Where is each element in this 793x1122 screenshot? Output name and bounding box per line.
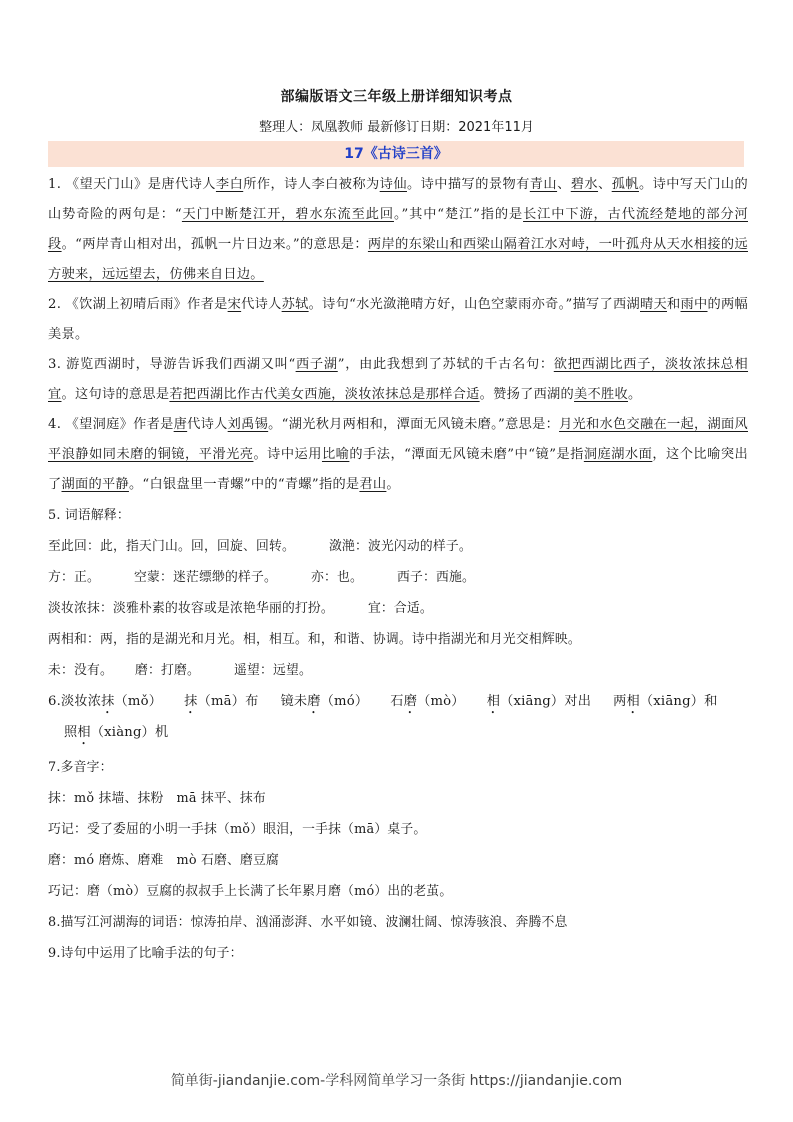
text: 亦：也。: [310, 570, 363, 585]
text: 未：没有。: [48, 663, 113, 678]
text: 6.淡妆浓: [48, 694, 102, 709]
answer: 比喻: [321, 447, 350, 462]
polyphone-line-2: 巧记：受了委屈的小明一手抹（mǒ）眼泪，一手抹（mā）桌子。: [48, 822, 427, 837]
answer: 碧水: [570, 177, 599, 192]
paragraph-3: [48, 350, 748, 410]
marked-char: 相: [626, 694, 640, 709]
metaphor-question: 9.诗句中运用了比喻手法的句子：: [48, 946, 243, 961]
text: （mò）: [417, 694, 465, 709]
text: 遥望：远望。: [233, 663, 312, 678]
answer: 天门中断楚江开，碧水东流至此回: [181, 207, 394, 222]
text: 。诗句“水光潋滟晴方好，山色空蒙雨亦奇。”描写了西湖: [308, 297, 641, 312]
vocab-line-4: 两相和：两，指的是湖光和月光。相，相互。和，和谐、协调。诗中指湖光和月光交相辉映。: [48, 632, 581, 647]
answer: 美不胜收: [574, 387, 628, 402]
paragraph-4: [48, 410, 748, 500]
vocab-line-2: [48, 562, 748, 593]
text: 。“湖光秋月两相和，潭面无风镜未磨。”意思是：: [268, 417, 560, 432]
text: 。赞扬了西湖的: [479, 387, 575, 402]
answer: 雨中: [680, 297, 708, 312]
text: 空蒙：迷茫缥缈的样子。: [134, 570, 277, 585]
section-banner: 17《古诗三首》: [48, 141, 744, 167]
text: 。这句诗的意思是: [61, 387, 170, 402]
marked-char: 相: [486, 694, 501, 709]
text: 代诗人: [241, 297, 282, 312]
vocabulary-rivers: 8.描写江河湖海的词语：惊涛拍岸、汹涌澎湃、水平如镜、波澜壮阔、惊涛骇浪、奔腾不息: [48, 915, 568, 930]
text: （mā）布: [197, 694, 259, 709]
text: 西子：西施。: [396, 570, 475, 585]
text: （xiàng）机: [90, 725, 169, 740]
marked-char: 抹: [184, 694, 198, 709]
text: 2. 《饮湖上初晴后雨》作者是: [48, 297, 228, 312]
marked-char: 磨: [307, 694, 321, 709]
text: ”，由此我想到了苏轼的千古名句：: [337, 357, 554, 372]
text: 。: [628, 387, 642, 402]
vocab-heading: 5. 词语解释：: [48, 508, 130, 523]
text: （mó）: [320, 694, 369, 709]
marked-char: 磨: [403, 694, 418, 709]
text: 代诗人: [187, 417, 228, 432]
document-subtitle: 整理人：凤凰教师 最新修订日期：2021年11月: [259, 120, 534, 135]
text: 3. 游览西湖时，导游告诉我们西湖又叫“: [48, 357, 296, 372]
text: 。诗中描写的景物有: [406, 177, 530, 192]
marked-char: 抹: [101, 694, 115, 709]
text: 1. 《望天门山》是唐代诗人: [48, 177, 216, 192]
answer: 君山: [359, 477, 387, 492]
answer: 两岸的东梁山和西梁山隔着江水对峙，一叶孤舟从天水相接的远方驶来，远远望去，仿佛来自日边。: [48, 237, 748, 282]
answer: 孤帆: [611, 177, 639, 192]
vocab-line-5: [48, 655, 748, 686]
pronunciation-line-2: [48, 717, 748, 748]
text: 。“白银盘里一青螺”中的“青螺”指的是: [128, 477, 360, 492]
text: 。诗中运用: [253, 447, 322, 462]
text: 、: [557, 177, 571, 192]
paragraph-1: [48, 170, 748, 290]
text: 和: [667, 297, 681, 312]
vocab-line-3: [48, 593, 748, 624]
answer: 李白: [215, 177, 244, 192]
document-title: 部编版语文三年级上册详细知识考点: [280, 89, 513, 105]
text: 4. 《望洞庭》作者是: [48, 417, 174, 432]
vocab-line-1: [48, 531, 748, 562]
text: （xiāng）和: [639, 694, 718, 709]
marked-char: 相: [77, 725, 91, 740]
text: （mǒ）: [114, 694, 163, 709]
text: 至此回：此，指天门山。回，回旋、回转。: [48, 539, 295, 554]
text: 。: [386, 477, 400, 492]
answer: 唐: [173, 417, 188, 432]
answer: 诗仙: [379, 177, 407, 192]
text: ，这个比喻突出了: [48, 447, 749, 492]
answer: 西子湖: [295, 357, 338, 372]
text: 方：正。: [48, 570, 100, 585]
text: 、: [598, 177, 612, 192]
text: 的两幅美景。: [48, 297, 748, 342]
text: （xiāng）对出: [500, 694, 592, 709]
text: 潋滟：波光闪动的样子。: [328, 539, 472, 554]
answer: 欲把西湖比西子，淡妆浓抹总相宜: [48, 357, 749, 402]
answer: 宋: [227, 297, 242, 312]
text: 石: [390, 694, 404, 709]
answer: 刘禹锡: [227, 417, 269, 432]
text: 的手法，“潭面无风镜未磨”中“镜”是指: [349, 447, 584, 462]
text: 照: [64, 725, 78, 740]
text: 所作，诗人李白被称为: [243, 177, 380, 192]
answer: 晴天: [640, 297, 668, 312]
answer: 月光和水色交融在一起，湖面风平浪静如同未磨的铜镜，平滑光亮: [48, 417, 748, 462]
answer: 洞庭湖水面: [583, 447, 653, 462]
text: 。“两岸青山相对出，孤帆一片日边来。”的意思是：: [61, 237, 368, 252]
text: 两: [613, 694, 627, 709]
text: 宜：合适。: [367, 601, 433, 616]
answer: 青山: [529, 177, 558, 192]
answer: 苏轼: [281, 297, 309, 312]
polyphone-heading: 7.多音字：: [48, 760, 113, 775]
footer-watermark: 简单街-jiandanjie.com-学科网简单学习一条街 https://jiandanjie.com: [170, 1073, 623, 1089]
answer: 湖面的平静: [61, 477, 129, 492]
text: 淡妆浓抹：淡雅朴素的妆容或是浓艳华丽的打扮。: [48, 601, 334, 616]
text: 。诗中写天门山的山势奇险的两句是：“: [48, 177, 748, 222]
text: 。”其中“楚江”指的是: [393, 207, 524, 222]
text: 磨：打磨。: [134, 663, 200, 678]
text: 镜未: [280, 694, 308, 709]
pronunciation-line-1: [48, 686, 748, 717]
polyphone-line-3: 磨：mó 磨炼、磨难 mò 石磨、磨豆腐: [48, 853, 279, 868]
document-body: [48, 170, 748, 969]
paragraph-2: [48, 290, 748, 350]
answer: 若把西湖比作古代美女西施，淡妆浓抹总是那样合适: [169, 387, 480, 402]
answer: 长江中下游，古代流经楚地的部分河段: [48, 207, 748, 252]
polyphone-line-1: 抹：mǒ 抹墙、抹粉 mā 抹平、抹布: [48, 791, 266, 806]
polyphone-line-4: 巧记：磨（mò）豆腐的叔叔手上长满了长年累月磨（mó）出的老茧。: [48, 884, 453, 899]
